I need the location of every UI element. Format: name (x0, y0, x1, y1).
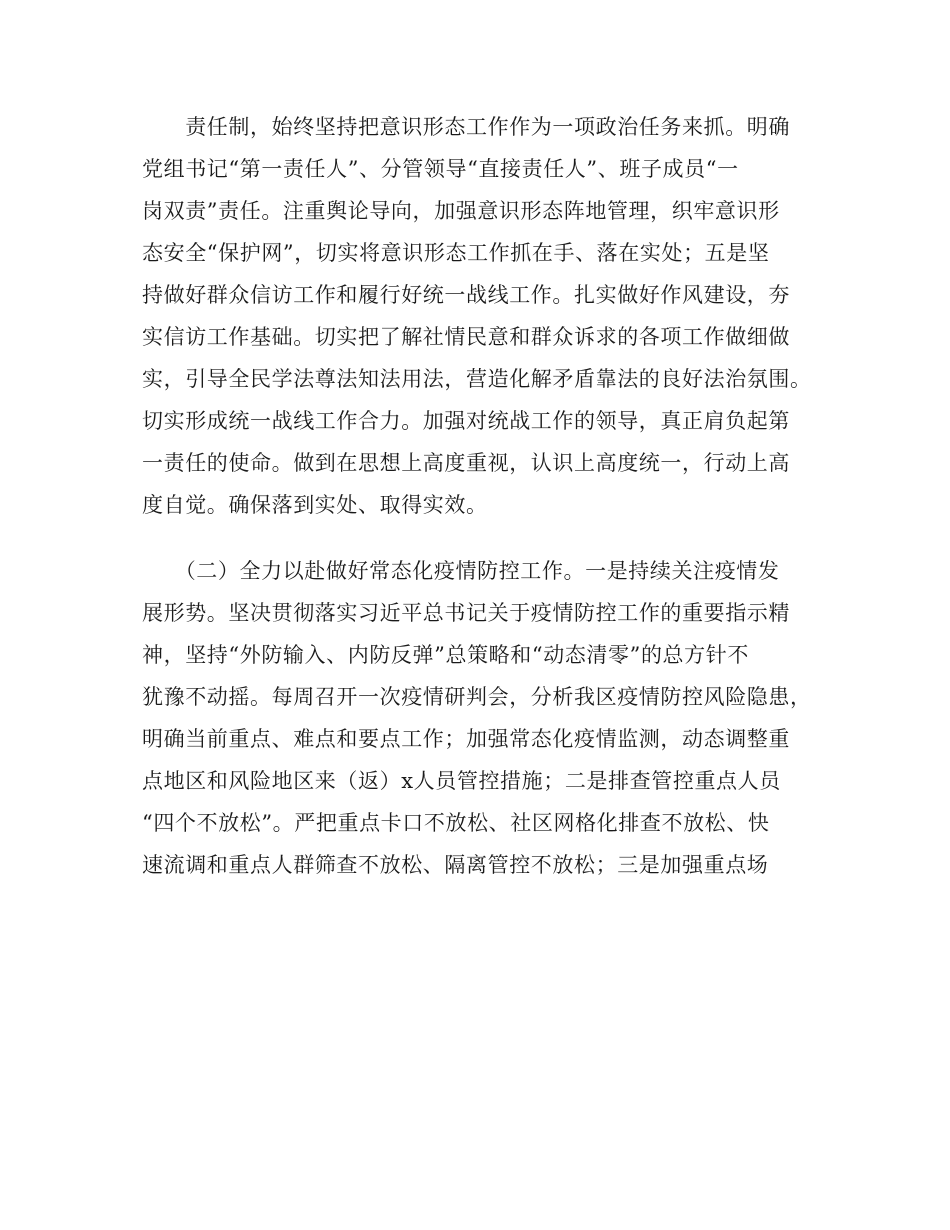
text-line-11: （二）全力以赴做好常态化疫情防控工作。一是持续关注疫情发 (142, 559, 780, 583)
text-line-18: 速流调和重点人群筛查不放松、隔离管控不放松；三是加强重点场 (142, 853, 769, 877)
text-line-6: 实信访工作基础。切实把了解社情民意和群众诉求的各项工作做细做 (142, 325, 790, 349)
text-line-8: 切实形成统一战线工作合力。加强对统战工作的领导，真正肩负起第 (142, 409, 790, 433)
text-line-12: 展形势。坚决贯彻落实习近平总书记关于疫情防控工作的重要指示精 (142, 601, 790, 625)
text-line-3: 岗双责”责任。注重舆论导向，加强意识形态阵地管理，织牢意识形 (142, 199, 780, 223)
text-line-13: 神，坚持“外防输入、内防反弹”总策略和“动态清零”的总方针不 (142, 643, 749, 667)
text-line-17: “四个不放松”。严把重点卡口不放松、社区网格化排查不放松、快 (142, 811, 770, 835)
text-line-9: 一责任的使命。做到在思想上高度重视，认识上高度统一，行动上高 (142, 451, 790, 475)
text-line-4: 态安全“保护网”，切实将意识形态工作抓在手、落在实处；五是坚 (142, 241, 770, 265)
text-line-2: 党组书记“第一责任人”、分管领导“直接责任人”、班子成员“一 (142, 157, 739, 181)
text-line-15: 明确当前重点、难点和要点工作；加强常态化疫情监测，动态调整重 (142, 727, 790, 751)
text-line-5: 持做好群众信访工作和履行好统一战线工作。扎实做好作风建设，夯 (142, 283, 790, 307)
text-line-16: 点地区和风险地区来（返）x人员管控措施；二是排查管控重点人员 (142, 769, 781, 793)
text-line-7: 实，引导全民学法尊法知法用法，营造化解矛盾靠法的良好法治氛围。 (142, 367, 812, 391)
text-line-10: 度自觉。确保落到实处、取得实效。 (142, 493, 488, 517)
text-line-14: 犹豫不动摇。每周召开一次疫情研判会，分析我区疫情防控风险隐患， (142, 685, 812, 709)
text-line-1: 责任制，始终坚持把意识形态工作作为一项政治任务来抓。明确 (142, 115, 790, 139)
